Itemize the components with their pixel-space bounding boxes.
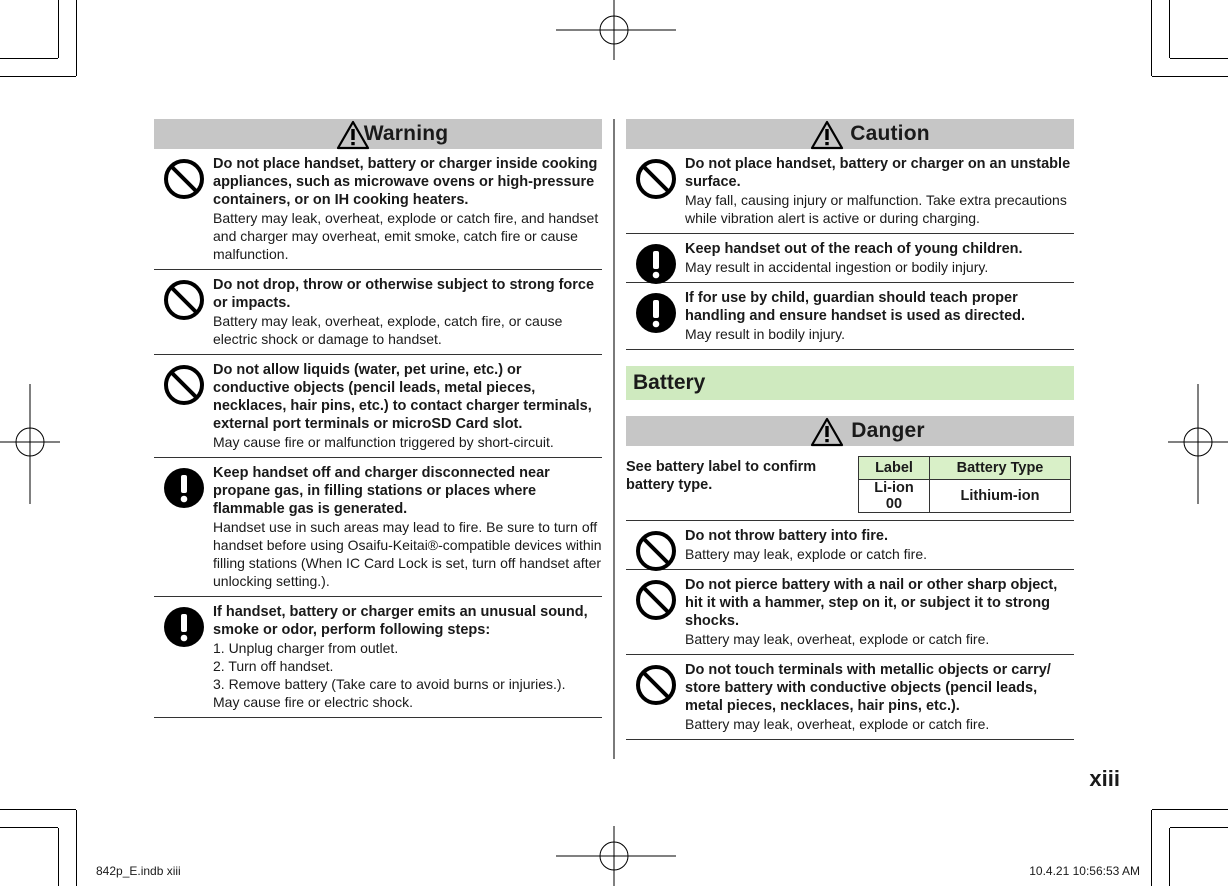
item-body: Battery may leak, explode or catch fire. bbox=[685, 546, 927, 562]
slug-file-name: 842p_E.indb xiii bbox=[96, 864, 181, 878]
list-item bbox=[626, 570, 1074, 655]
item-title: Do not allow liquids (water, pet urine, etc.) or conductive objects (pencil leads, metal pieces, necklaces, hair pins, etc.) to contact charger terminals, external port terminals or microSD Card slot. bbox=[213, 362, 592, 432]
warning-triangle-icon bbox=[810, 120, 844, 150]
list-item bbox=[626, 283, 1074, 350]
mandatory-icon bbox=[162, 466, 206, 510]
table-header-row bbox=[859, 457, 1071, 480]
crop-mark bbox=[1152, 809, 1228, 810]
list-item bbox=[626, 520, 1074, 570]
list-item bbox=[154, 458, 602, 597]
item-body: May result in accidental ingestion or bodily injury. bbox=[685, 259, 989, 275]
item-title: Keep handset out of the reach of young children. bbox=[685, 241, 1023, 257]
column-divider bbox=[613, 119, 615, 759]
crop-mark bbox=[58, 828, 59, 886]
crop-mark bbox=[58, 0, 59, 58]
item-steps bbox=[213, 639, 602, 711]
table-header-cell: Battery Type bbox=[930, 457, 1071, 480]
table-cell: Li-ion 00 bbox=[859, 480, 930, 513]
warning-header bbox=[154, 119, 602, 149]
warning-column bbox=[154, 119, 602, 718]
mandatory-icon bbox=[634, 242, 678, 286]
prohibition-icon bbox=[162, 157, 206, 201]
battery-type-row bbox=[626, 456, 1074, 520]
list-item bbox=[154, 270, 602, 355]
registration-mark bbox=[0, 384, 60, 504]
crop-mark bbox=[1170, 58, 1228, 59]
item-title: Do not throw battery into fire. bbox=[685, 528, 888, 544]
crop-mark bbox=[1169, 828, 1170, 886]
prohibition-icon bbox=[634, 578, 678, 622]
prohibition-icon bbox=[634, 157, 678, 201]
crop-mark bbox=[1151, 810, 1152, 886]
prohibition-icon bbox=[634, 663, 678, 707]
registration-mark bbox=[556, 826, 676, 886]
list-item bbox=[154, 355, 602, 458]
list-item bbox=[154, 597, 602, 718]
table-cell: Lithium-ion bbox=[930, 480, 1071, 513]
prohibition-icon bbox=[162, 363, 206, 407]
prohibition-icon bbox=[162, 278, 206, 322]
caution-title: Caution bbox=[850, 122, 930, 145]
battery-table bbox=[858, 456, 1071, 513]
slug-timestamp: 10.4.21 10:56:53 AM bbox=[1029, 864, 1140, 878]
crop-mark bbox=[76, 810, 77, 886]
item-body: Handset use in such areas may lead to fire. Be sure to turn off handset before using Osaifu-Keitai®-compatible devices within filling stations (When IC Card Lock is set, turn off handset after unlocking setting.). bbox=[213, 519, 602, 589]
caution-column bbox=[626, 119, 1074, 740]
crop-mark bbox=[1152, 76, 1228, 77]
list-item bbox=[154, 149, 602, 270]
warning-triangle-icon bbox=[336, 120, 370, 150]
crop-mark bbox=[1170, 827, 1228, 828]
crop-mark bbox=[0, 827, 58, 828]
item-body: Battery may leak, overheat, explode or catch fire. bbox=[685, 716, 990, 732]
item-title: Do not place handset, battery or charger on an unstable surface. bbox=[685, 156, 1071, 190]
battery-note: See battery label to confirm battery type. bbox=[626, 459, 817, 493]
item-body: Battery may leak, overheat, explode, catch fire, or cause electric shock or damage to handset. bbox=[213, 313, 563, 347]
item-title: Do not touch terminals with metallic objects or carry/ store battery with conductive objects (pencil leads, metal pieces, necklaces, hair pins, etc.). bbox=[685, 662, 1051, 714]
danger-title: Danger bbox=[851, 419, 925, 442]
crop-mark bbox=[0, 809, 76, 810]
crop-mark bbox=[0, 76, 76, 77]
item-body: May cause fire or malfunction triggered by short-circuit. bbox=[213, 434, 554, 450]
table-header-cell: Label bbox=[859, 457, 930, 480]
step-text: 3. Remove battery (Take care to avoid burns or injuries.). bbox=[213, 676, 566, 692]
item-body: Battery may leak, overheat, explode or catch fire. bbox=[685, 631, 990, 647]
prohibition-icon bbox=[634, 529, 678, 573]
caution-header bbox=[626, 119, 1074, 149]
page-number: xiii bbox=[1089, 766, 1120, 791]
warning-title: Warning bbox=[363, 122, 449, 145]
item-body: Battery may leak, overheat, explode or catch fire, and handset and charger may overheat, emit smoke, catch fire or cause malfunction. bbox=[213, 210, 599, 262]
step-text: 1. Unplug charger from outlet. bbox=[213, 640, 399, 656]
list-item bbox=[626, 234, 1074, 283]
mandatory-icon bbox=[634, 291, 678, 335]
mandatory-icon bbox=[162, 605, 206, 649]
table-row bbox=[859, 480, 1071, 513]
crop-mark bbox=[1151, 0, 1152, 76]
registration-mark bbox=[556, 0, 676, 60]
registration-mark bbox=[1168, 384, 1228, 504]
crop-mark bbox=[1169, 0, 1170, 58]
item-title: If handset, battery or charger emits an unusual sound, smoke or odor, perform following steps: bbox=[213, 604, 588, 638]
step-text: 2. Turn off handset. bbox=[213, 658, 334, 674]
list-item bbox=[626, 655, 1074, 740]
battery-section-title: Battery bbox=[626, 366, 1074, 400]
item-title: If for use by child, guardian should teach proper handling and ensure handset is used as directed. bbox=[685, 290, 1026, 324]
item-title: Do not place handset, battery or charger inside cooking appliances, such as microwave ovens or high-pressure containers, or on IH cooking heaters. bbox=[213, 156, 598, 208]
item-body: May result in bodily injury. bbox=[685, 326, 846, 342]
crop-mark bbox=[76, 0, 77, 76]
item-title: Do not drop, throw or otherwise subject to strong force or impacts. bbox=[213, 277, 595, 311]
danger-header bbox=[626, 416, 1074, 446]
warning-triangle-icon bbox=[810, 417, 844, 447]
item-body: May fall, causing injury or malfunction. Take extra precautions while vibration alert is active or during charging. bbox=[685, 192, 1067, 226]
crop-mark bbox=[0, 58, 58, 59]
item-title: Keep handset off and charger disconnected near propane gas, in filling stations or places where flammable gas is generated. bbox=[213, 465, 550, 517]
item-title: Do not pierce battery with a nail or other sharp object, hit it with a hammer, step on it, or subject it to strong shocks. bbox=[685, 577, 1058, 629]
list-item bbox=[626, 149, 1074, 234]
step-text: May cause fire or electric shock. bbox=[213, 694, 413, 710]
